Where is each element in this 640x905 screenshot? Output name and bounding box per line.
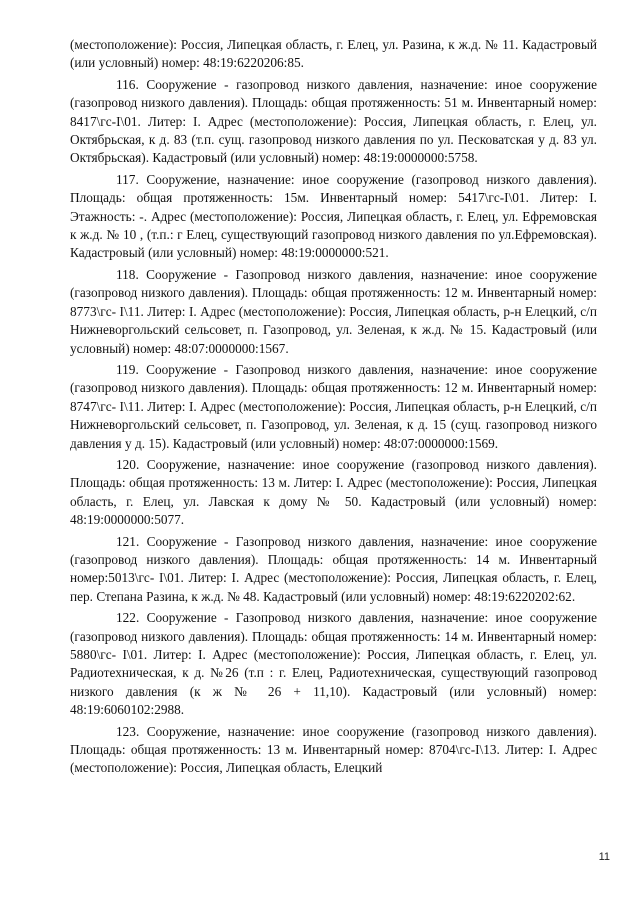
paragraph-continued: (местоположение): Россия, Липецкая область, г. Елец, ул. Разина, к ж.д. № 11. Кадастровый (или условный) номер: 48:19:6220206:85.	[70, 37, 597, 71]
paragraph-item-121: 121. Сооружение - Газопровод низкого давления, назначение: иное сооружение (газопровод низкого давления). Площадь: общая протяженность: 14 м. Инвентарный номер:5013\гс- I\01. Литер: I. Адрес (местоположение): Россия, Липецкая область, г. Елец, пер. Степана Разина, к ж.д. № 48. Кадастровый (или условный) номер: 48:19:6220202:62.	[70, 533, 597, 604]
paragraph-item-117: 117. Сооружение, назначение: иное сооружение (газопровод низкого давления). Площадь: общая протяженность: 15м. Инвентарный номер: 5417\гс-I\01. Литер: I. Этажность: -. Адрес (местоположение): Россия, Липецкая область, г. Елец, ул. Ефремовская к ж.д. № 10 , (т.п.: г Елец, существующий газопровод низкого давления по ул.Ефремовская). Кадастровый (или условный) номер: 48:19:0000000:521.	[70, 171, 597, 261]
paragraph-item-122: 122. Сооружение - Газопровод низкого давления, назначение: иное сооружение (газопровод низкого давления). Площадь: общая протяженность: 14 м. Инвентарный номер: 5880\гс- I\01. Литер: I. Адрес (местоположение): Россия, Липецкая область, г. Елец, ул. Радиотехническая, к д. №26 (т.п : г. Елец, Радиотехническая, существующий газопровод низкого давления (к ж № 26 + 11,10). Кадастровый (или условный) номер: 48:19:6060102:2988.	[70, 610, 597, 718]
paragraph-item-116: 116. Сооружение - газопровод низкого давления, назначение: иное сооружение (газопровод низкого давления). Площадь: общая протяженность: 51 м. Инвентарный номер: 8417\гс-I\01. Литер: I. Адрес (местоположение): Россия, Липецкая область, г. Елец, ул. Октябрьская, к д. 83 (т.п. сущ. газопровод низкого давления по ул. Песковатская у д. 83 ул. Октябрьская). Кадастровый (или условный) номер: 48:19:0000000:5758.	[70, 76, 597, 166]
paragraph-item-120: 120. Сооружение, назначение: иное сооружение (газопровод низкого давления). Площадь: общая протяженность: 13 м. Литер: I. Адрес (местоположение): Россия, Липецкая область, г. Елец, ул. Лавская к дому № 50. Кадастровый (или условный) номер: 48:19:0000000:5077.	[70, 456, 597, 528]
paragraph-item-123: 123. Сооружение, назначение: иное сооружение (газопровод низкого давления). Площадь: общая протяженность: 13 м. Инвентарный номер: 8704\гс-I\13. Литер: I. Адрес (местоположение): Россия, Липецкая область, Елецкий	[70, 723, 597, 776]
paragraph-item-118: 118. Сооружение - Газопровод низкого давления, назначение: иное сооружение (газопровод низкого давления). Площадь: общая протяженность: 12 м. Инвентарный номер: 8773\гс- I\11. Литер: I. Адрес (местоположение): Россия, Липецкая область, р-н Елецкий, с/п Нижневоргольский сельсовет, п. Газопровод, ул. Зеленая, к ж.д. № 15. Кадастровый (или условный) номер: 48:07:0000000:1567.	[70, 266, 597, 356]
page-number: 11	[598, 851, 610, 863]
paragraph-item-119: 119. Сооружение - Газопровод низкого давления, назначение: иное сооружение (газопровод низкого давления). Площадь: общая протяженность: 12 м. Инвентарный номер: 8747\гс- I\11. Литер: I. Адрес (местоположение): Россия, Липецкая область, р-н Елецкий, с/п Нижневоргольский сельсовет, п. Газопровод, ул. Зеленая, к д. 15 (сущ. газопровод низкого давления у д. 15). Кадастровый (или условный) номер: 48:07:0000000:1569.	[70, 361, 597, 451]
document-page	[70, 36, 597, 781]
